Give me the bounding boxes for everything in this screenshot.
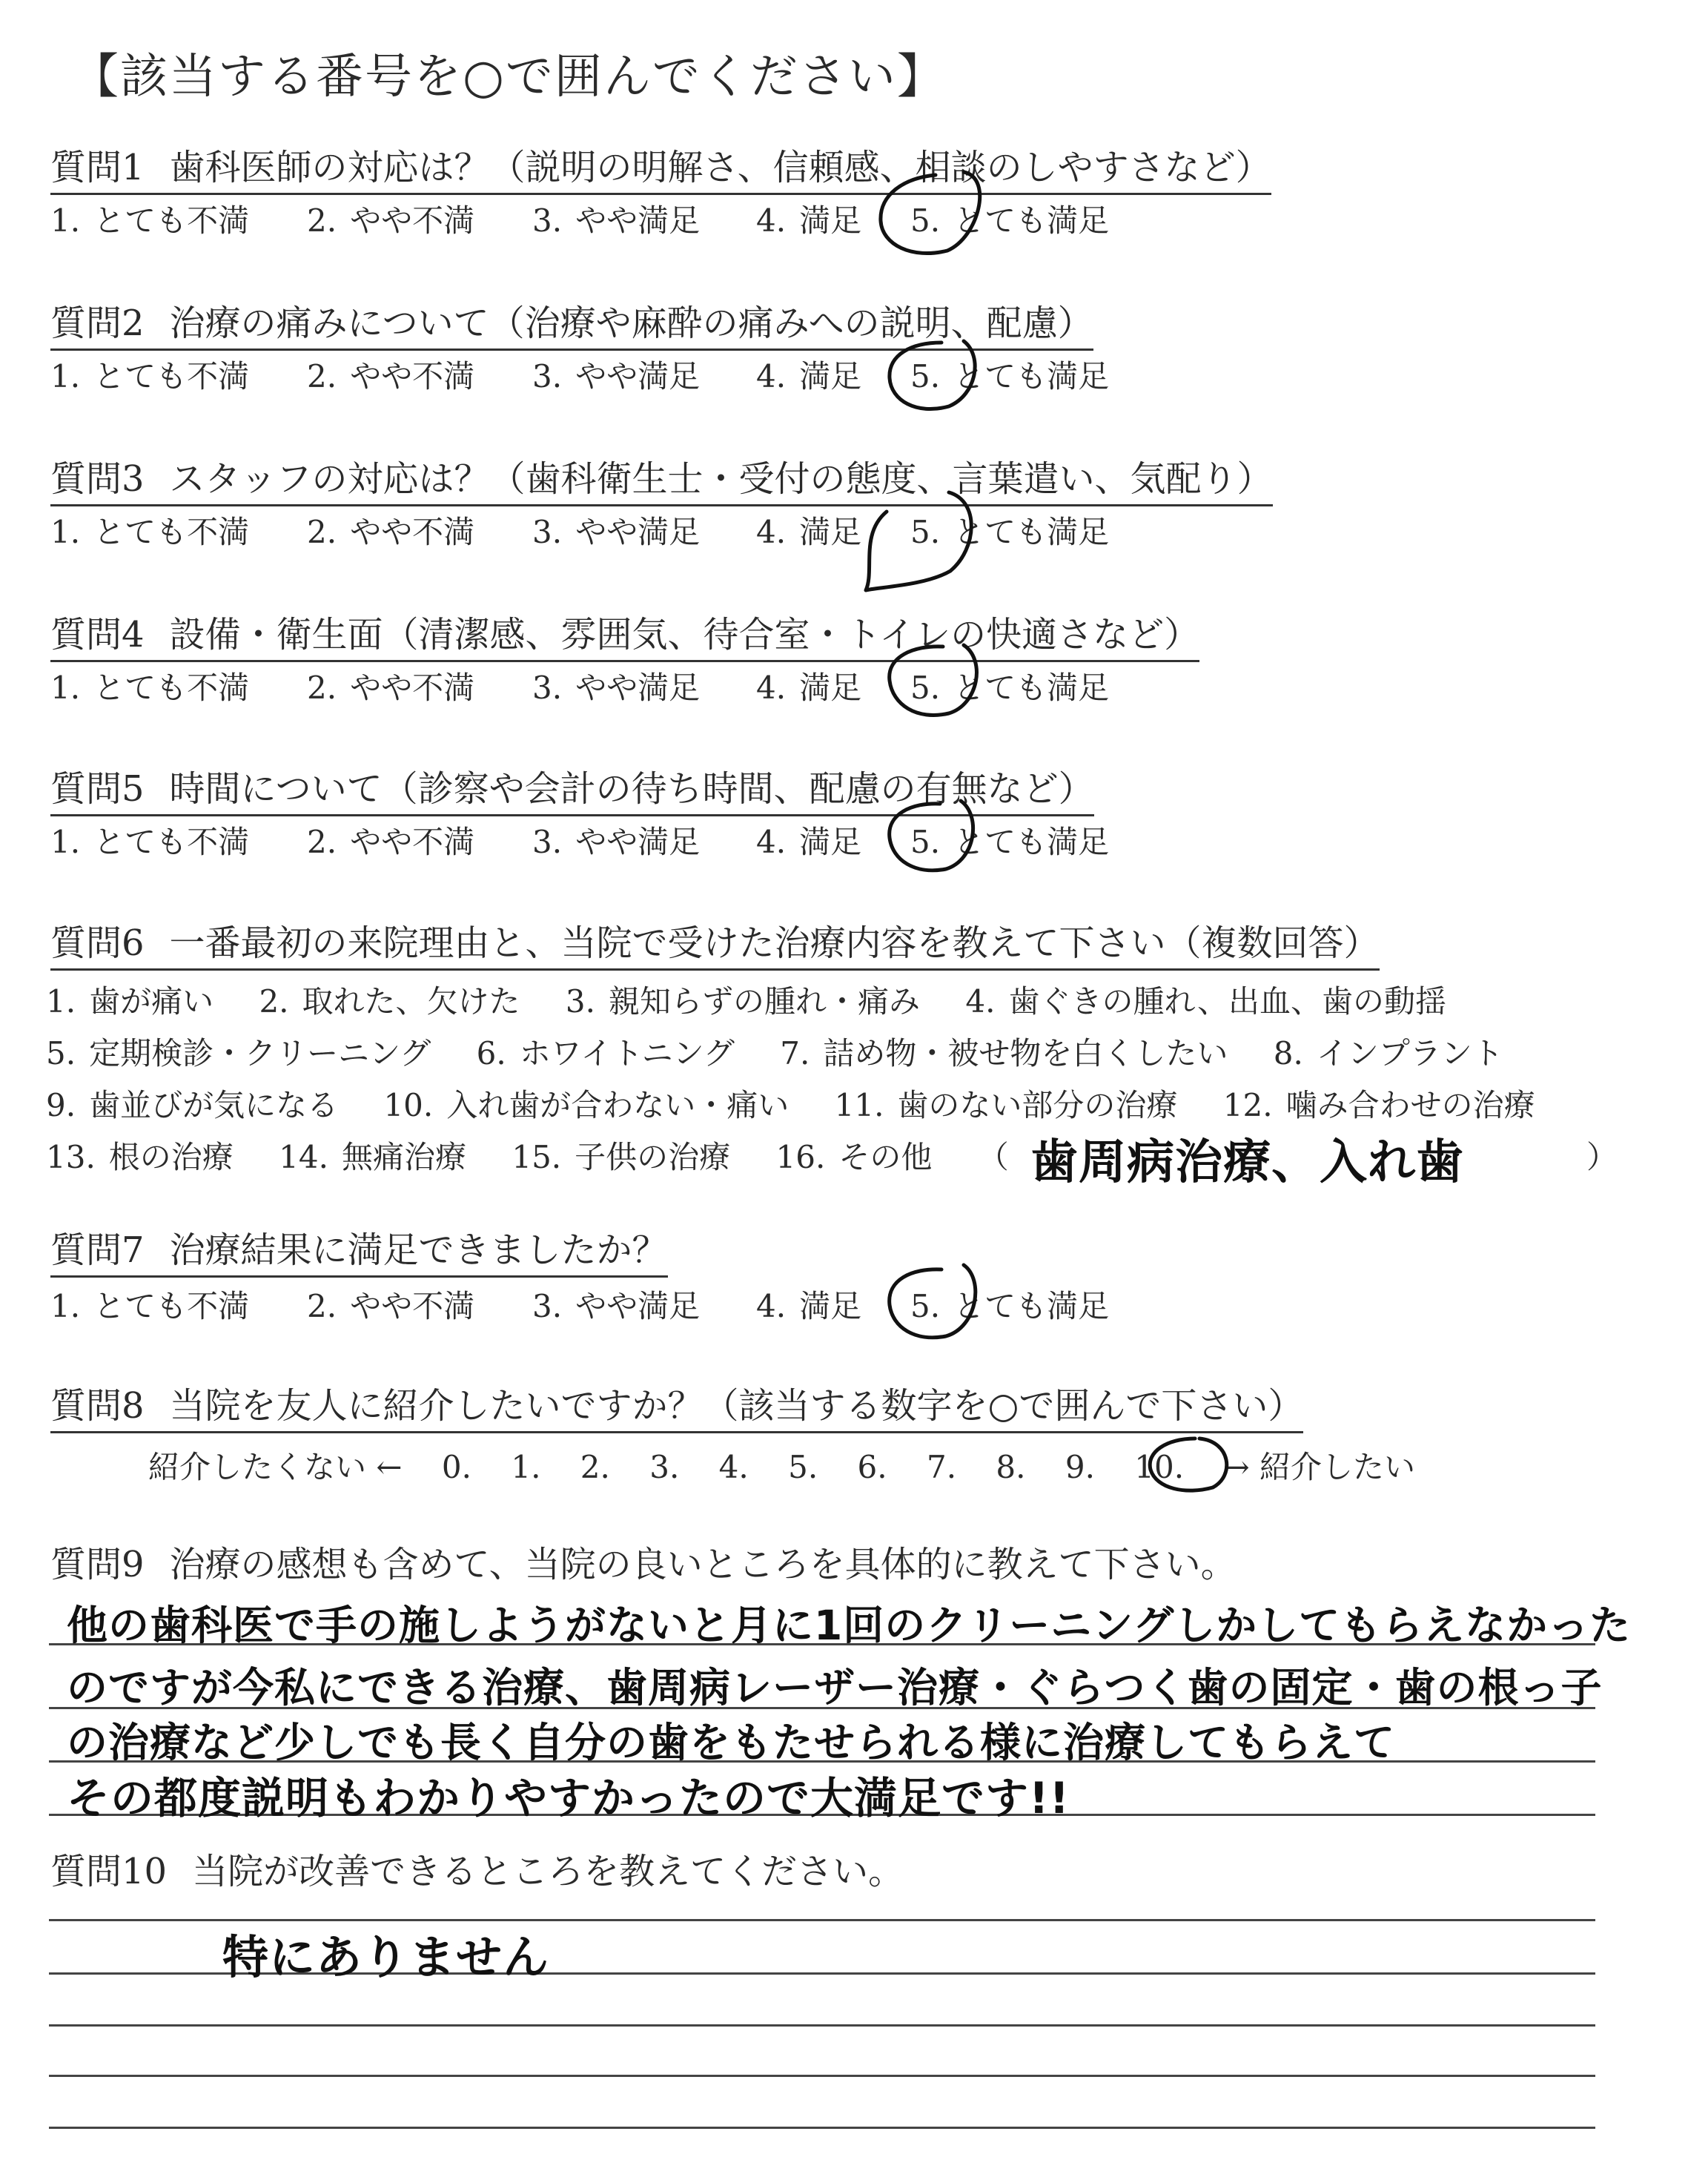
q2-option-5[interactable]: 5. とても満足 — [910, 358, 1110, 394]
q3-option-2[interactable]: 2. やや不満 — [307, 514, 475, 550]
q8-option-5[interactable]: 5. — [788, 1449, 818, 1485]
question-6-text: 一番最初の来院理由と、当院で受けた治療内容を教えて下さい（複数回答） — [169, 922, 1380, 964]
q6-option-3[interactable]: 親知らずの腫れ・痛み — [608, 983, 920, 1020]
q1-option-4[interactable]: 4. 満足 — [756, 202, 862, 239]
question-4-text: 設備・衛生面（清潔感、雰囲気、待合室・トイレの快適さなど） — [169, 614, 1200, 655]
q6-option-5[interactable]: 定期検診・クリーニング — [89, 1035, 431, 1071]
q10-answer-line-5 — [49, 2127, 1595, 2129]
q6-option-9[interactable]: 歯並びが気になる — [89, 1087, 339, 1123]
q6-options-row-3: 9. 歯並びが気になる 10. 入れ歯が合わない・痛い 11. 歯のない部分の治療 12. 噛み合わせの治療 — [46, 1087, 1535, 1123]
question-8-text: 当院を友人に紹介したいですか？（該当する数字を○で囲んで下さい） — [169, 1385, 1304, 1427]
q8-option-3[interactable]: 3. — [649, 1449, 680, 1485]
q7-option-1[interactable]: 1. とても不満 — [50, 1288, 250, 1324]
question-4-number: 質問4 — [50, 614, 145, 655]
q2-option-3[interactable]: 3. やや満足 — [532, 358, 701, 394]
question-2-options — [50, 357, 1237, 399]
question-1-number: 質問1 — [50, 147, 145, 188]
q9-answer-text-4[interactable]: その都度説明もわかりやすかったので大満足です!! — [67, 1773, 1070, 1823]
q2-option-2[interactable]: 2. やや不満 — [307, 358, 475, 394]
q8-option-7[interactable]: 7. — [926, 1449, 957, 1485]
q8-option-1[interactable]: 1. — [511, 1449, 541, 1485]
q7-option-4[interactable]: 4. 満足 — [756, 1288, 862, 1324]
q8-option-6[interactable]: 6. — [857, 1449, 887, 1485]
q4-option-2[interactable]: 2. やや不満 — [307, 670, 475, 706]
question-1-heading — [50, 145, 1271, 195]
question-5-text: 時間について（診察や会計の待ち時間、配慮の有無など） — [169, 768, 1094, 810]
q8-left-label: 紹介したくない ← — [148, 1449, 403, 1485]
q1-option-2[interactable]: 2. やや不満 — [307, 202, 475, 239]
q1-option-1[interactable]: 1. とても不満 — [50, 202, 250, 239]
question-7-number: 質問7 — [50, 1229, 145, 1271]
question-7-heading — [50, 1228, 668, 1278]
form-title: 【該当する番号を○で囲んでください】 — [71, 50, 946, 105]
q4-option-4[interactable]: 4. 満足 — [756, 670, 862, 706]
question-10-number: 質問10 — [50, 1851, 168, 1892]
q6-option-10[interactable]: 入れ歯が合わない・痛い — [446, 1087, 790, 1123]
q6-option-8[interactable]: インプラント — [1316, 1035, 1503, 1071]
q8-option-4[interactable]: 4. — [718, 1449, 749, 1485]
question-7-text: 治療結果に満足できましたか？ — [169, 1229, 668, 1271]
q6-option-6[interactable]: ホワイトニング — [519, 1035, 735, 1071]
q5-option-2[interactable]: 2. やや不満 — [307, 824, 475, 860]
question-1-options — [50, 202, 1237, 243]
q7-option-3[interactable]: 3. やや満足 — [532, 1288, 701, 1324]
q6-option-1[interactable]: 歯が痛い — [89, 983, 214, 1020]
question-3-text: スタッフの対応は？（歯科衛生士・受付の態度、言葉遣い、気配り） — [169, 458, 1273, 500]
question-8-number: 質問8 — [50, 1385, 145, 1427]
q6-option-15[interactable]: 子供の治療 — [575, 1139, 731, 1175]
q10-answer-line-4 — [49, 2075, 1595, 2077]
q6-options-row-2: 5. 定期検診・クリーニング 6. ホワイトニング 7. 詰め物・被せ物を白くしたい 8. インプラント — [46, 1035, 1503, 1071]
question-3-number: 質問3 — [50, 458, 145, 500]
q10-answer-line-3 — [49, 2024, 1595, 2027]
q10-answer-text[interactable]: 特にありません — [222, 1930, 550, 1984]
q5-option-4[interactable]: 4. 満足 — [756, 824, 862, 860]
question-10-text: 当院が改善できるところを教えてください。 — [192, 1851, 904, 1892]
question-5-heading — [50, 767, 1094, 816]
q6-option-14[interactable]: 無痛治療 — [341, 1139, 466, 1175]
q3-option-5[interactable]: 5. とても満足 — [910, 514, 1110, 550]
question-7-options — [50, 1287, 1237, 1329]
question-2-number: 質問2 — [50, 303, 145, 344]
q4-option-3[interactable]: 3. やや満足 — [532, 670, 701, 706]
q1-option-3[interactable]: 3. やや満足 — [532, 202, 701, 239]
q3-option-1[interactable]: 1. とても不満 — [50, 514, 250, 550]
question-2-text: 治療の痛みについて（治療や麻酔の痛みへの説明、配慮） — [169, 303, 1093, 344]
q3-option-4[interactable]: 4. 満足 — [756, 514, 862, 550]
question-9-text: 治療の感想も含めて、当院の良いところを具体的に教えて下さい。 — [169, 1544, 1237, 1585]
question-3-heading — [50, 457, 1273, 506]
question-8-heading — [50, 1384, 1303, 1433]
q2-option-1[interactable]: 1. とても不満 — [50, 358, 250, 394]
q6-option-12[interactable]: 噛み合わせの治療 — [1285, 1087, 1535, 1123]
q9-answer-text-1[interactable]: 他の歯科医で手の施しようがないと月に1回のクリーニングしかしてもらえなかった — [67, 1602, 1632, 1649]
q5-option-3[interactable]: 3. やや満足 — [532, 824, 701, 860]
q6-option-16[interactable]: その他 — [838, 1139, 933, 1175]
q6-options-row-1: 1. 歯が痛い 2. 取れた、欠けた 3. 親知らずの腫れ・痛み 4. 歯ぐきの腫れ、出血、歯の動揺 — [46, 983, 1446, 1020]
q7-option-2[interactable]: 2. やや不満 — [307, 1288, 475, 1324]
q8-option-2[interactable]: 2. — [580, 1449, 610, 1485]
question-6-number: 質問6 — [50, 922, 145, 964]
question-1-text: 歯科医師の対応は？（説明の明解さ、信頼感、相談のしやすさなど） — [169, 147, 1271, 188]
q4-option-5[interactable]: 5. とても満足 — [910, 670, 1110, 706]
question-2-heading — [50, 301, 1093, 351]
q8-option-0[interactable]: 0. — [441, 1449, 471, 1485]
question-10-heading — [50, 1849, 904, 1897]
q8-right-label: → 紹介したい — [1223, 1449, 1415, 1485]
q7-option-5[interactable]: 5. とても満足 — [910, 1288, 1110, 1324]
q6-option-2[interactable]: 取れた、欠けた — [302, 983, 520, 1020]
question-6-heading — [50, 921, 1380, 971]
q6-option-7[interactable]: 詰め物・被せ物を白くしたい — [823, 1035, 1228, 1071]
question-4-options — [50, 669, 1237, 710]
q5-option-5[interactable]: 5. とても満足 — [910, 824, 1110, 860]
q1-option-5[interactable]: 5. とても満足 — [910, 202, 1110, 239]
q3-option-3[interactable]: 3. やや満足 — [532, 514, 701, 550]
question-3-options — [50, 513, 1237, 555]
q8-recommend-scale — [148, 1443, 1445, 1487]
q6-option-13[interactable]: 根の治療 — [108, 1139, 234, 1175]
q6-option-11[interactable]: 歯のない部分の治療 — [897, 1087, 1178, 1123]
q4-option-1[interactable]: 1. とても不満 — [50, 670, 250, 706]
q8-option-10[interactable]: 10. — [1134, 1449, 1185, 1485]
q6-other-answer[interactable]: 歯周病治療、入れ歯 — [1030, 1135, 1464, 1190]
question-4-heading — [50, 612, 1199, 662]
q6-other-open-paren: （ — [977, 1139, 1009, 1175]
q9-answer-text-3[interactable]: の治療など少しでも長く自分の歯をもたせられる様に治療してもらえて — [67, 1719, 1396, 1766]
q6-options-row-4: 13. 根の治療 14. 無痛治療 15. 子供の治療 16. その他 （ — [46, 1139, 1009, 1175]
q5-option-1[interactable]: 1. とても不満 — [50, 824, 250, 860]
q8-option-9[interactable]: 9. — [1065, 1449, 1095, 1485]
q6-option-4[interactable]: 歯ぐきの腫れ、出血、歯の動揺 — [1008, 983, 1446, 1020]
question-5-number: 質問5 — [50, 768, 145, 810]
q6-other-close-paren: ） — [1586, 1139, 1618, 1175]
q8-option-8[interactable]: 8. — [996, 1449, 1026, 1485]
q9-answer-text-2[interactable]: のですが今私にできる治療、歯周病レーザー治療・ぐらつく歯の固定・歯の根っ子 — [67, 1664, 1603, 1711]
question-9-number: 質問9 — [50, 1544, 145, 1585]
question-9-heading — [50, 1542, 1237, 1590]
question-5-options — [50, 823, 1237, 865]
q2-option-4[interactable]: 4. 満足 — [756, 358, 862, 394]
